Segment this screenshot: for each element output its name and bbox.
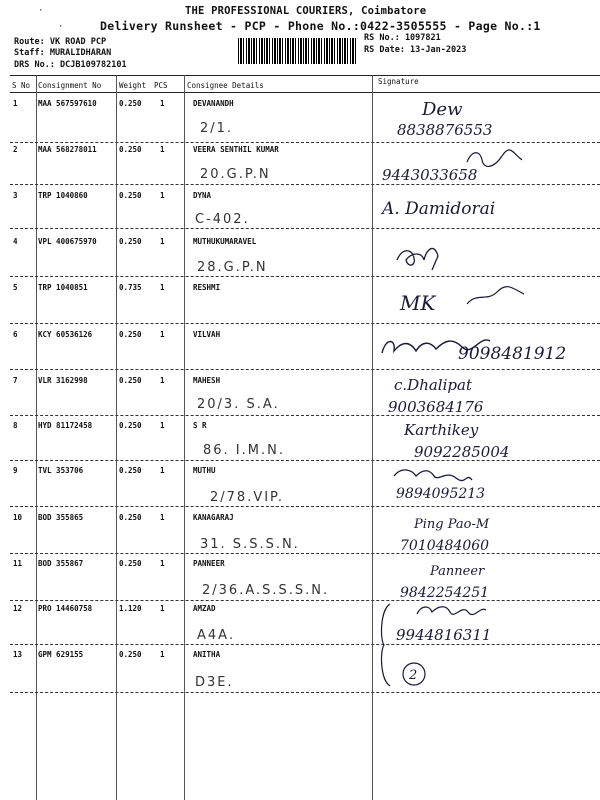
weight-value: 0.250 <box>119 99 142 108</box>
consignment-number: BOD 355865 <box>38 513 84 522</box>
handwritten-address: 20/3. S.A. <box>197 397 280 412</box>
handwritten-address: 2/78.VIP. <box>210 490 284 505</box>
column-header-consignee: Consignee Details <box>187 81 264 90</box>
handwritten-signature <box>372 646 600 692</box>
signature-scribble <box>397 248 438 270</box>
row-serial: 12 <box>13 604 23 613</box>
weight-value: 0.250 <box>119 466 142 475</box>
signature-scribble <box>467 287 524 304</box>
consignee-name: RESHMI <box>193 283 221 292</box>
signature-cell <box>372 417 600 461</box>
consignment-number: VLR 3162998 <box>38 376 88 385</box>
phone-text: 9092285004 <box>414 443 510 461</box>
consignee-name: MUTHU <box>193 466 216 475</box>
signature-cell <box>372 95 600 141</box>
table-header-rule <box>10 92 600 93</box>
pcs-value: 1 <box>160 283 165 292</box>
column-header-pcs: PCS <box>154 81 168 90</box>
row-serial: 9 <box>13 466 18 475</box>
consignee-name: DYNA <box>193 191 212 200</box>
row-serial: 1 <box>13 99 18 108</box>
signature-cell <box>372 600 600 646</box>
handwritten-address: 2/36.A.S.S.S.N. <box>202 583 330 598</box>
consignment-number: TRP 1040860 <box>38 191 88 200</box>
consignee-name: MAHESH <box>193 376 221 385</box>
consignee-name: ANITHA <box>193 650 221 659</box>
consignee-name: S R <box>193 421 207 430</box>
row-serial: 3 <box>13 191 18 200</box>
consignee-name: PANNEER <box>193 559 225 568</box>
signature-cell <box>372 325 600 369</box>
signature-cell <box>372 230 600 275</box>
consignment-number: GPM 629155 <box>38 650 84 659</box>
row-serial: 6 <box>13 330 18 339</box>
consignment-number: PRO 14460758 <box>38 604 93 613</box>
runsheet-subtitle: Delivery Runsheet - PCP - Phone No.:0422-3505555 - Page No.:1 <box>100 19 541 33</box>
signature-text: MK <box>400 291 436 315</box>
rs-date: RS Date: 13-Jan-2023 <box>364 45 467 55</box>
consignee-name: VILVAH <box>193 330 221 339</box>
pcs-value: 1 <box>160 99 165 108</box>
handwritten-address: 28.G.P.N <box>197 260 268 275</box>
rs-number: RS No.: 1097821 <box>364 33 441 43</box>
signature-cell <box>372 508 600 554</box>
pcs-value: 1 <box>160 330 165 339</box>
column-header-signature: Signature <box>378 77 419 86</box>
column-header-sno: S No <box>12 81 31 90</box>
row-serial: 7 <box>13 376 18 385</box>
signature-text: Karthikey <box>404 421 479 439</box>
weight-value: 0.250 <box>119 330 142 339</box>
weight-value: 0.250 <box>119 191 142 200</box>
row-serial: 5 <box>13 283 18 292</box>
handwritten-signature <box>372 600 600 646</box>
signature-text: Panneer <box>430 564 485 579</box>
signature-bracket <box>372 600 396 690</box>
pcs-value: 1 <box>160 191 165 200</box>
weight-value: 0.250 <box>119 513 142 522</box>
pcs-value: 1 <box>160 237 165 246</box>
row-divider <box>10 692 600 693</box>
weight-value: 0.250 <box>119 559 142 568</box>
handwritten-address: C-402. <box>195 212 250 227</box>
phone-text: 9098481912 <box>458 344 567 364</box>
consignee-name: VEERA SENTHIL KUMAR <box>193 145 279 154</box>
handwritten-signature <box>372 417 600 461</box>
handwritten-address: 86. I.M.N. <box>203 443 285 458</box>
signature-text: c.Dhalipat <box>394 376 472 394</box>
consignment-number: KCY 60536126 <box>38 330 93 339</box>
pcs-value: 1 <box>160 650 165 659</box>
weight-value: 0.250 <box>119 237 142 246</box>
handwritten-signature <box>372 372 600 416</box>
phone-text: 8838876553 <box>397 121 493 139</box>
signature-text: 2 <box>409 668 418 683</box>
signature-scribble <box>394 470 472 481</box>
consignment-number: MAA 567597610 <box>38 99 97 108</box>
weight-value: 0.735 <box>119 283 142 292</box>
row-divider <box>10 553 600 554</box>
phone-text: 9003684176 <box>388 398 484 416</box>
signature-scribble <box>467 150 522 167</box>
consignment-number: TVL 353706 <box>38 466 84 475</box>
row-divider <box>10 276 600 277</box>
signature-cell <box>372 142 600 184</box>
consignee-name: AMZAD <box>193 604 216 613</box>
pcs-value: 1 <box>160 376 165 385</box>
signature-text: Dew <box>422 99 463 120</box>
weight-value: 1.120 <box>119 604 142 613</box>
consignment-number: MAA 568278011 <box>38 145 97 154</box>
handwritten-signature <box>372 462 600 506</box>
handwritten-address: 20.G.P.N <box>200 167 271 182</box>
scan-speck: · <box>58 22 64 32</box>
table-top-rule <box>10 75 600 76</box>
signature-text: A. Damidorai <box>382 199 496 219</box>
consignment-number: BOD 355867 <box>38 559 84 568</box>
row-divider <box>10 323 600 324</box>
pcs-value: 1 <box>160 559 165 568</box>
pcs-value: 1 <box>160 513 165 522</box>
signature-cell <box>372 646 600 692</box>
route-label: Route: VK ROAD PCP <box>14 37 107 47</box>
consignment-number: TRP 1040851 <box>38 283 88 292</box>
phone-text: 9894095213 <box>396 486 486 502</box>
handwritten-signature <box>372 186 600 226</box>
row-serial: 13 <box>13 650 23 659</box>
handwritten-address: 2/1. <box>200 121 234 136</box>
pcs-value: 1 <box>160 421 165 430</box>
consignee-name: MUTHUKUMARAVEL <box>193 237 257 246</box>
consignment-number: HYD 81172458 <box>38 421 93 430</box>
row-divider <box>10 228 600 229</box>
row-serial: 8 <box>13 421 18 430</box>
signature-cell <box>372 372 600 416</box>
weight-value: 0.250 <box>119 145 142 154</box>
handwritten-signature <box>372 325 600 369</box>
phone-text: 7010484060 <box>400 538 490 554</box>
signature-cell <box>372 278 600 322</box>
handwritten-address: 31. S.S.S.N. <box>200 537 300 552</box>
weight-value: 0.250 <box>119 650 142 659</box>
weight-value: 0.250 <box>119 376 142 385</box>
row-divider <box>10 415 600 416</box>
handwritten-address: A4A. <box>197 628 235 643</box>
row-divider <box>10 506 600 507</box>
consignee-name: DEVANANDH <box>193 99 234 108</box>
consignment-number: VPL 400675970 <box>38 237 97 246</box>
row-serial: 4 <box>13 237 18 246</box>
pcs-value: 1 <box>160 604 165 613</box>
handwritten-signature <box>372 508 600 554</box>
weight-value: 0.250 <box>119 421 142 430</box>
barcode <box>238 38 356 64</box>
phone-text: 9842254251 <box>400 585 490 601</box>
drs-number: DRS No.: DCJB109782101 <box>14 60 127 70</box>
row-divider <box>10 644 600 645</box>
row-divider <box>10 369 600 370</box>
row-serial: 11 <box>13 559 23 568</box>
company-title: THE PROFESSIONAL COURIERS, Coimbatore <box>185 5 427 17</box>
pcs-value: 1 <box>160 466 165 475</box>
phone-text: 9944816311 <box>396 626 492 644</box>
row-serial: 2 <box>13 145 18 154</box>
row-divider <box>10 184 600 185</box>
signature-cell <box>372 186 600 226</box>
phone-text: 9443033658 <box>382 166 478 184</box>
handwritten-signature <box>372 230 600 275</box>
signature-cell <box>372 462 600 506</box>
column-header-weight: Weight <box>119 81 147 90</box>
handwritten-signature <box>372 278 600 322</box>
handwritten-signature <box>372 95 600 141</box>
pcs-value: 1 <box>160 145 165 154</box>
handwritten-signature <box>372 555 600 601</box>
signature-scribble <box>417 607 486 615</box>
scan-speck: · <box>38 6 44 16</box>
signature-text: Ping Pao-M <box>414 517 490 532</box>
row-divider <box>10 460 600 461</box>
consignee-name: KANAGARAJ <box>193 513 234 522</box>
handwritten-signature <box>372 142 600 184</box>
column-header-consignment: Consignment No <box>38 81 102 90</box>
staff-label: Staff: MURALIDHARAN <box>14 48 112 58</box>
handwritten-address: D3E. <box>195 675 234 690</box>
signature-cell <box>372 555 600 601</box>
row-serial: 10 <box>13 513 23 522</box>
